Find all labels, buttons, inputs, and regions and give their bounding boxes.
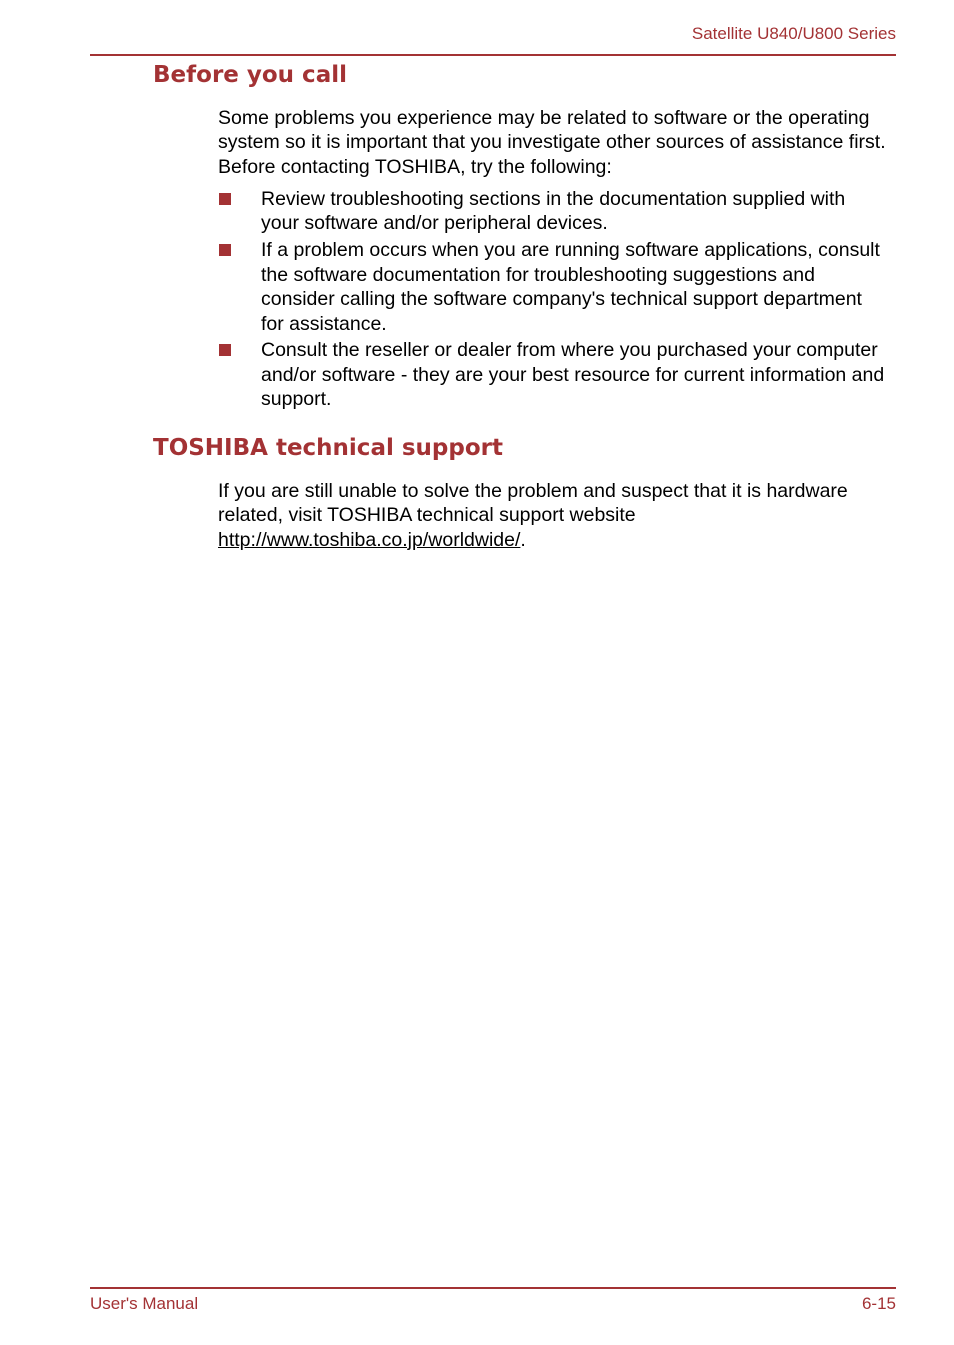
support-text-end: . — [520, 528, 526, 551]
square-bullet-icon — [219, 193, 231, 205]
footer-manual-title: User's Manual — [90, 1294, 199, 1313]
list-item-text: Consult the reseller or dealer from where you purchased your computer and/or software - they are your best resource for current information and support. — [261, 339, 885, 411]
list-item-text: If a problem occurs when you are running software applications, consult the software documentation for troubleshooting suggestions and consider calling the software company's technical support department for assistance. — [261, 239, 880, 335]
page-number: 6-15 — [861, 1294, 896, 1313]
intro-paragraph: Some problems you experience may be related to software or the operating system so it is important that you investigate other sources of assistance first. Before contacting TOSHIBA, try the following: — [218, 107, 886, 178]
support-text: If you are still unable to solve the problem and suspect that it is hardware related, visit TOSHIBA technical support website — [218, 480, 848, 527]
running-header: Satellite U840/U800 Series — [691, 24, 896, 43]
list-item-text: Review troubleshooting sections in the documentation supplied with your software and/or peripheral devices. — [261, 188, 846, 235]
list-item — [218, 338, 888, 411]
list-item — [218, 187, 888, 236]
square-bullet-icon — [219, 244, 231, 256]
suggestion-list — [218, 187, 888, 414]
support-paragraph — [218, 479, 888, 552]
support-website-link[interactable]: http://www.toshiba.co.jp/worldwide/ — [218, 528, 521, 551]
footer-rule — [90, 1287, 896, 1289]
section-heading-technical-support: TOSHIBA technical support — [153, 435, 503, 461]
list-item — [218, 238, 888, 336]
section-heading-before-you-call: Before you call — [153, 62, 347, 88]
header-rule — [90, 54, 896, 56]
square-bullet-icon — [219, 344, 231, 356]
